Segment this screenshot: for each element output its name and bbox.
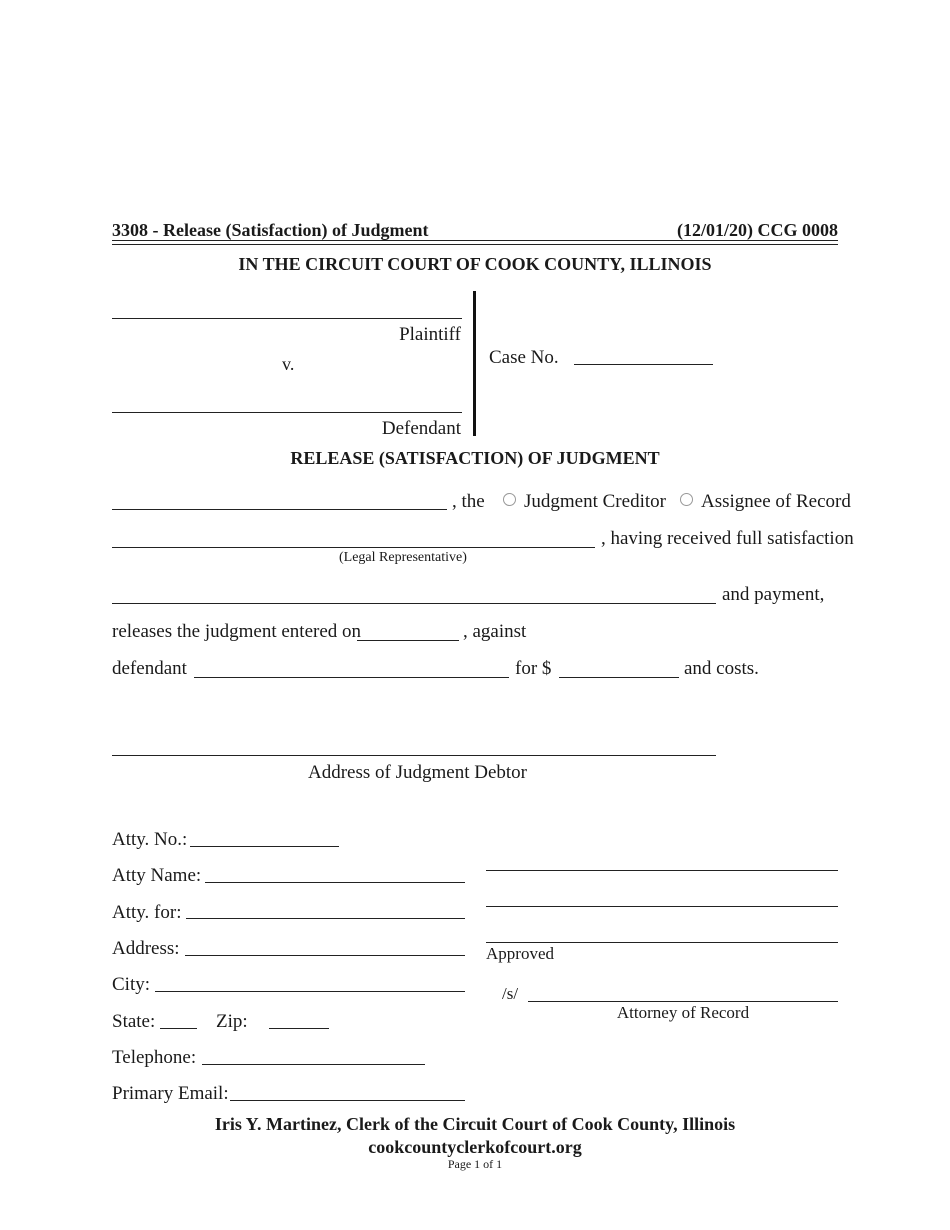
atty-for-label: Atty. for: <box>112 902 182 923</box>
atty-name-label: Atty Name: <box>112 865 202 886</box>
caption-divider <box>473 291 476 436</box>
atty-no-label: Atty. No.: <box>112 829 188 850</box>
address-field[interactable] <box>185 955 465 956</box>
defendant-label: Defendant <box>381 418 461 439</box>
signature-prefix: /s/ <box>502 984 519 1003</box>
website-footer: cookcountyclerkofcourt.org <box>368 1137 582 1157</box>
atty-for-field[interactable] <box>186 918 465 919</box>
email-label: Primary Email: <box>112 1083 229 1104</box>
creditor-name-field[interactable] <box>112 509 447 510</box>
debtor-address-label: Address of Judgment Debtor <box>308 762 527 783</box>
and-costs-text: and costs. <box>684 658 759 679</box>
assignee-option[interactable] <box>680 491 851 513</box>
amount-field[interactable] <box>559 677 679 678</box>
assignee-label: Assignee of Record <box>701 491 851 512</box>
judgment-creditor-option[interactable] <box>503 491 666 513</box>
atty-name-field[interactable] <box>205 882 465 883</box>
legal-representative-field[interactable] <box>112 547 595 548</box>
having-received-text: , having received full satisfaction <box>601 528 854 549</box>
approval-line-1[interactable] <box>486 870 838 871</box>
email-field[interactable] <box>230 1100 465 1101</box>
form-code: (12/01/20) CCG 0008 <box>677 220 838 240</box>
approval-line-2[interactable] <box>486 906 838 907</box>
for-amount-text: for $ <box>515 658 552 679</box>
page-number: Page 1 of 1 <box>447 1157 503 1171</box>
approved-label: Approved <box>486 944 554 963</box>
case-no-field[interactable] <box>574 364 713 365</box>
state-field[interactable] <box>160 1028 197 1029</box>
address-label: Address: <box>112 938 180 959</box>
plaintiff-field[interactable] <box>112 318 462 319</box>
court-title: IN THE CIRCUIT COURT OF COOK COUNTY, ILLINOIS <box>238 254 712 274</box>
defendant-field[interactable] <box>112 412 462 413</box>
versus-label: v. <box>282 354 295 374</box>
telephone-field[interactable] <box>202 1064 425 1065</box>
debtor-address-field[interactable] <box>112 755 716 756</box>
form-title: 3308 - Release (Satisfaction) of Judgment <box>112 220 429 240</box>
plaintiff-label: Plaintiff <box>399 324 461 345</box>
defendant-name-field[interactable] <box>194 677 509 678</box>
document-title: RELEASE (SATISFACTION) OF JUDGMENT <box>290 448 660 468</box>
defendant-text: defendant <box>112 658 187 679</box>
legal-representative-label: (Legal Representative) <box>339 550 467 565</box>
approval-line-3[interactable] <box>486 942 838 943</box>
assignee-radio[interactable] <box>680 493 693 506</box>
against-text: , against <box>463 621 527 642</box>
entered-date-field[interactable] <box>357 640 459 641</box>
releases-text: releases the judgment entered on <box>112 621 362 642</box>
header-double-rule <box>112 240 838 245</box>
zip-field[interactable] <box>269 1028 329 1029</box>
state-label: State: <box>112 1011 156 1032</box>
telephone-label: Telephone: <box>112 1047 197 1068</box>
judgment-creditor-label: Judgment Creditor <box>524 491 666 512</box>
and-payment-text: and payment, <box>722 584 825 605</box>
attorney-of-record-label: Attorney of Record <box>616 1003 750 1022</box>
attorney-signature-field[interactable] <box>528 1001 838 1002</box>
judgment-creditor-radio[interactable] <box>503 493 516 506</box>
city-field[interactable] <box>155 991 465 992</box>
case-no-label: Case No. <box>489 347 559 368</box>
city-label: City: <box>112 974 151 995</box>
the-text: , the <box>452 491 485 512</box>
payment-field[interactable] <box>112 603 716 604</box>
atty-no-field[interactable] <box>190 846 339 847</box>
clerk-footer: Iris Y. Martinez, Clerk of the Circuit Court of Cook County, Illinois <box>214 1114 736 1134</box>
zip-label: Zip: <box>216 1011 248 1032</box>
